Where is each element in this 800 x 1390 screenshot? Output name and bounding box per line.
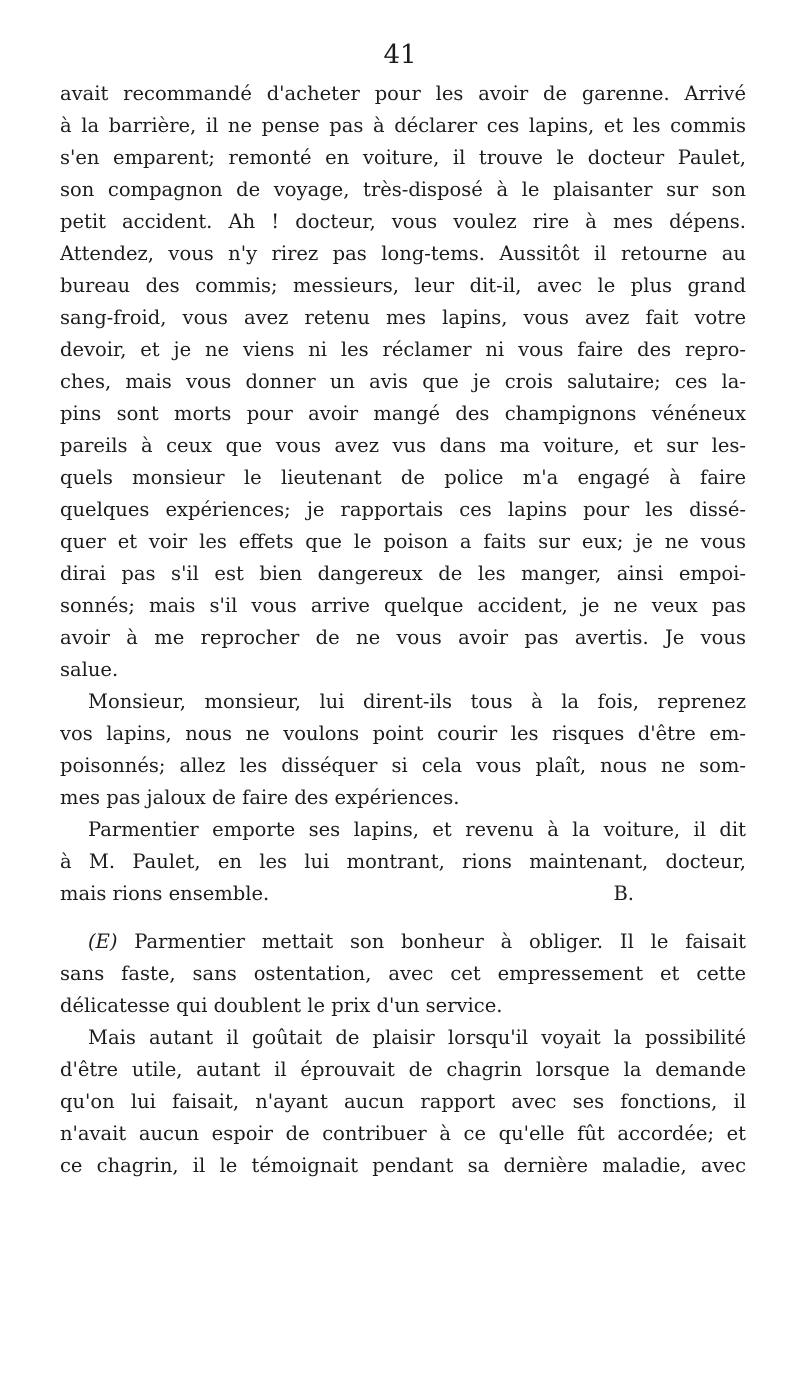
text-line: à M. Paulet, en les lui montrant, rions maintenant, docteur,: [60, 850, 746, 873]
text-line: son compagnon de voyage, très-disposé à le plaisanter sur son: [60, 178, 746, 201]
text-line: quels monsieur le lieutenant de police m'a engagé à faire: [60, 466, 746, 489]
text-line: ce chagrin, il le témoignait pendant sa dernière maladie, avec: [60, 1154, 746, 1177]
text-line: n'avait aucun espoir de contribuer à ce qu'elle fût accordée; et: [60, 1122, 746, 1145]
text-line: Parmentier emporte ses lapins, et revenu à la voiture, il dit: [88, 818, 746, 841]
text-line: pareils à ceux que vous avez vus dans ma voiture, et sur les-: [60, 434, 746, 457]
page-number: 41: [383, 40, 417, 70]
signature-initial: B.: [613, 882, 634, 905]
text-line: ches, mais vous donner un avis que je crois salutaire; ces la-: [60, 370, 746, 393]
text-line: avoir à me reprocher de ne vous avoir pas avertis. Je vous: [60, 626, 746, 649]
text-line: dirai pas s'il est bien dangereux de les manger, ainsi empoi-: [60, 562, 746, 585]
text-line: s'en emparent; remonté en voiture, il trouve le docteur Paulet,: [60, 146, 746, 169]
text-line: mais rions ensemble.: [60, 882, 270, 905]
text-line: bureau des commis; messieurs, leur dit-il, avec le plus grand: [60, 274, 746, 297]
section-gap: [60, 910, 746, 926]
text-line: vos lapins, nous ne voulons point courir les risques d'être em-: [60, 722, 746, 745]
text-line: sang-froid, vous avez retenu mes lapins, vous avez fait votre: [60, 306, 746, 329]
text-line: Monsieur, monsieur, lui dirent-ils tous à la fois, reprenez: [88, 690, 746, 713]
text-line: sonnés; mais s'il vous arrive quelque accident, je ne veux pas: [60, 594, 746, 617]
text-line: qu'on lui faisait, n'ayant aucun rapport avec ses fonctions, il: [60, 1090, 746, 1113]
note-marker: (E): [88, 930, 118, 953]
text-line: quelques expériences; je rapportais ces lapins pour les dissé-: [60, 498, 746, 521]
text-line: sans faste, sans ostentation, avec cet empressement et cette: [60, 962, 746, 985]
note-line: [60, 926, 746, 958]
text-line: Mais autant il goûtait de plaisir lorsqu'il voyait la possibilité: [88, 1026, 746, 1049]
text-line: quer et voir les effets que le poison a faits sur eux; je ne vous: [60, 530, 746, 553]
text-line: Attendez, vous n'y rirez pas long-tems. Aussitôt il retourne au: [60, 242, 746, 265]
text-line: petit accident. Ah ! docteur, vous voulez rire à mes dépens.: [60, 210, 746, 233]
text-line: délicatesse qui doublent le prix d'un service.: [60, 994, 503, 1017]
text-line: devoir, et je ne viens ni les réclamer ni vous faire des repro-: [60, 338, 746, 361]
text-line: poisonnés; allez les disséquer si cela vous plaît, nous ne som-: [60, 754, 746, 777]
body-text: [60, 78, 746, 1182]
closing-line: [60, 878, 746, 910]
text-line: mes pas jaloux de faire des expériences.: [60, 786, 460, 809]
text-line: pins sont morts pour avoir mangé des champignons vénéneux: [60, 402, 746, 425]
note-text: Parmentier mettait son bonheur à obliger. Il le faisait: [117, 930, 746, 953]
text-line: avait recommandé d'acheter pour les avoir de garenne. Arrivé: [60, 82, 746, 105]
text-line: à la barrière, il ne pense pas à déclarer ces lapins, et les commis: [60, 114, 746, 137]
text-line: salue.: [60, 658, 119, 681]
text-line: d'être utile, autant il éprouvait de chagrin lorsque la demande: [60, 1058, 746, 1081]
